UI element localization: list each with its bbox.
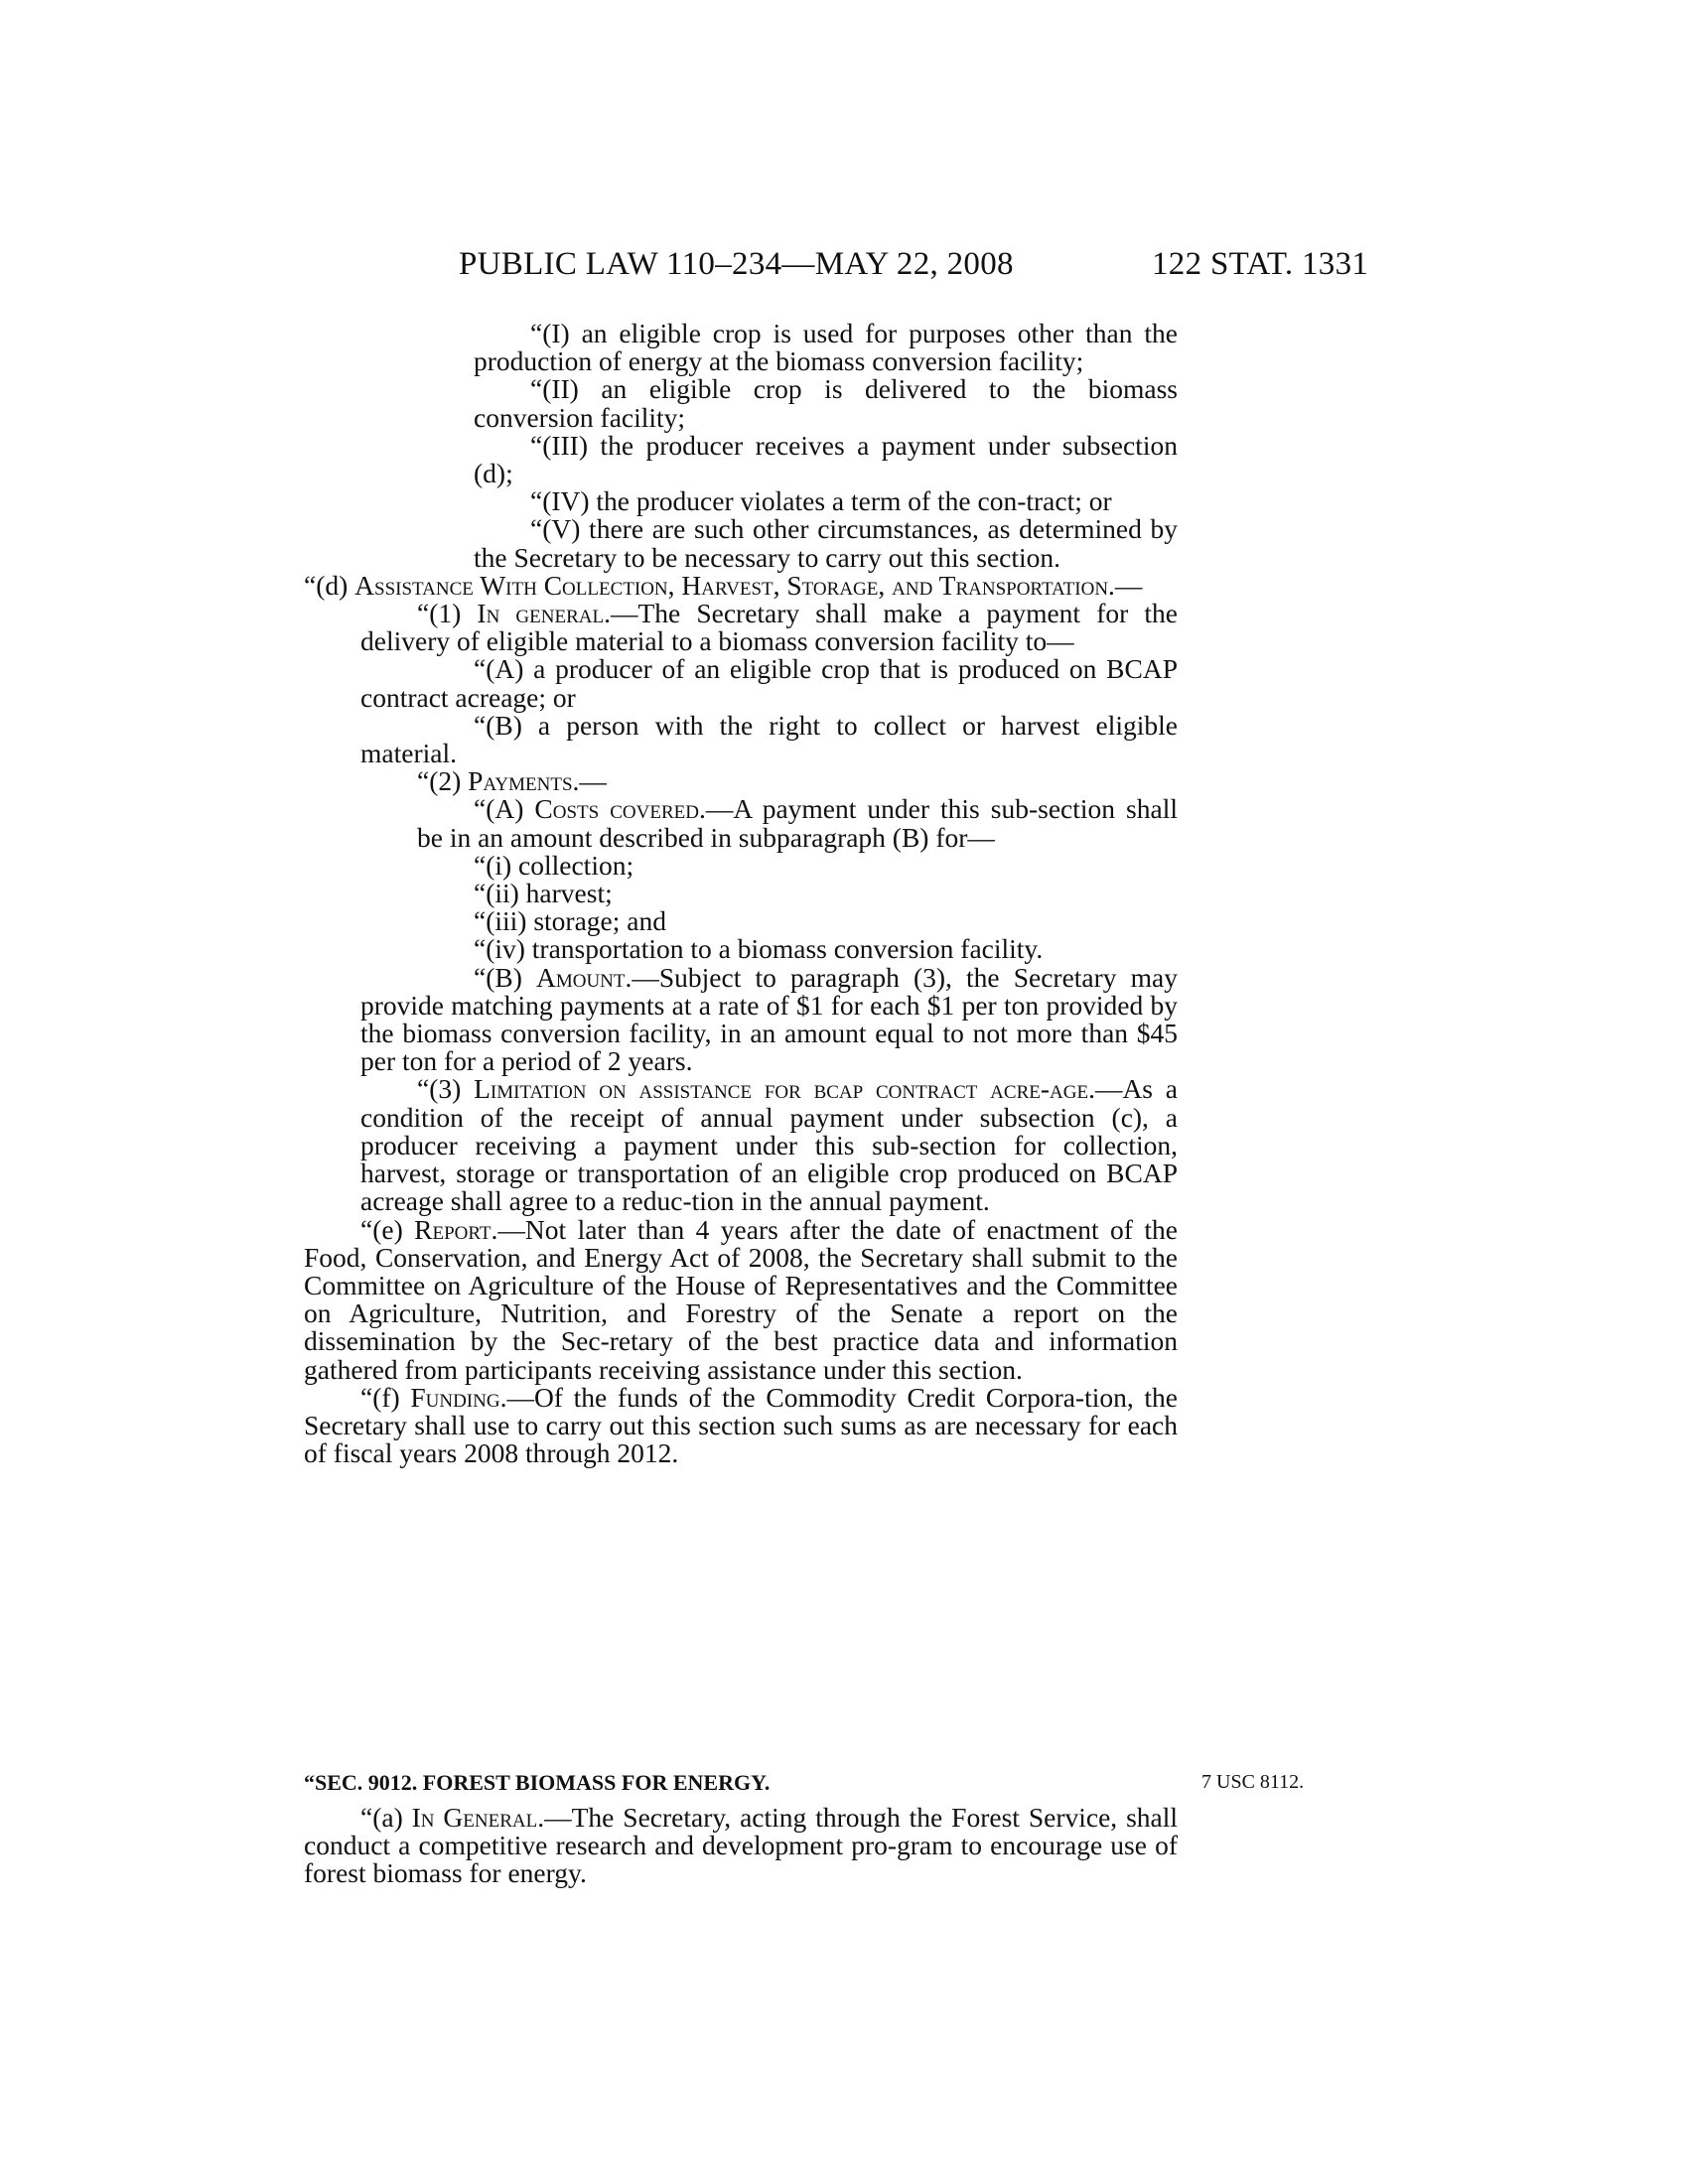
usc-margin-note: 7 USC 8112.	[1201, 1771, 1305, 1793]
running-head: PUBLIC LAW 110–234—MAY 22, 2008	[459, 246, 1014, 282]
clause-iv: “(iv) transportation to a biomass conversion facility.	[474, 933, 1044, 965]
page-stat-number: 122 STAT. 1331	[1152, 246, 1369, 282]
clause-V: “(V) there are such other circumstances, as determined by the Secretary to be necessary to carry out this section.	[474, 513, 1178, 573]
subparagraph-d-1-A: “(A) a producer of an eligible crop that is produced on BCAP contract acreage; or	[360, 653, 1178, 713]
subparagraph-d-2-A: “(A) Costs covered.—A payment under this sub-section shall be in an amount described in subparagraph (B) for—	[417, 793, 1178, 853]
clause-II: “(II) an eligible crop is delivered to the biomass conversion facility;	[474, 373, 1178, 433]
subparagraph-d-2-B: “(B) Amount.—Subject to paragraph (3), the Secretary may provide matching payments at a rate of $1 for each $1 per ton provided by the biomass conversion facility, in an amount equal to not more than $45 per ton for a period of 2 years.	[360, 961, 1178, 1077]
subparagraph-d-1-B: “(B) a person with the right to collect or harvest eligible material.	[360, 709, 1178, 769]
subsection-e: “(e) Report.—Not later than 4 years after the date of enactment of the Food, Conservation, and Energy Act of 2008, the Secretary shall submit to the Committee on Agriculture of the House of Representatives and the Committee on Agriculture, Nutrition, and Forestry of the Senate a report on the dissemination by the Sec-retary of the best practice data and information gathered from participants receiving assistance under this section.	[304, 1213, 1178, 1385]
subsection-f: “(f) Funding.—Of the funds of the Commodity Credit Corpora-tion, the Secretary shall use to carry out this section such sums as are necessary for each of fiscal years 2008 through 2012.	[304, 1381, 1178, 1469]
subsection-d: “(d) Assistance With Collection, Harvest, Storage, and Transportation.—	[304, 569, 1143, 601]
paragraph-d-2: “(2) Payments.—	[417, 765, 607, 797]
section-heading: “SEC. 9012. FOREST BIOMASS FOR ENERGY.	[304, 1770, 771, 1795]
section-subsection-a: “(a) In General.—The Secretary, acting through the Forest Service, shall conduct a competitive research and development pro-gram to encourage use of forest biomass for energy.	[304, 1802, 1179, 1889]
paragraph-d-1: “(1) In general.—The Secretary shall make a payment for the delivery of eligible material to a biomass conversion facility to—	[360, 598, 1178, 657]
clause-I: “(I) an eligible crop is used for purposes other than the production of energy at the biomass conversion facility;	[474, 318, 1178, 377]
clause-IV: “(IV) the producer violates a term of the con-tract; or	[530, 485, 1112, 517]
page-body	[304, 320, 1178, 1467]
section-body	[304, 1804, 1178, 1888]
paragraph-d-3: “(3) Limitation on assistance for bcap contract acre-age.—As a condition of the receipt of annual payment under subsection (c), a producer receiving a payment under this sub-section for collection, harvest, storage or transportation of an eligible crop produced on BCAP acreage shall agree to a reduc-tion in the annual payment.	[360, 1073, 1178, 1217]
clause-i: “(i) collection;	[474, 849, 634, 881]
clause-ii: “(ii) harvest;	[474, 878, 613, 909]
clause-III: “(III) the producer receives a payment under subsection (d);	[474, 429, 1178, 489]
clause-iii: “(iii) storage; and	[474, 905, 666, 937]
